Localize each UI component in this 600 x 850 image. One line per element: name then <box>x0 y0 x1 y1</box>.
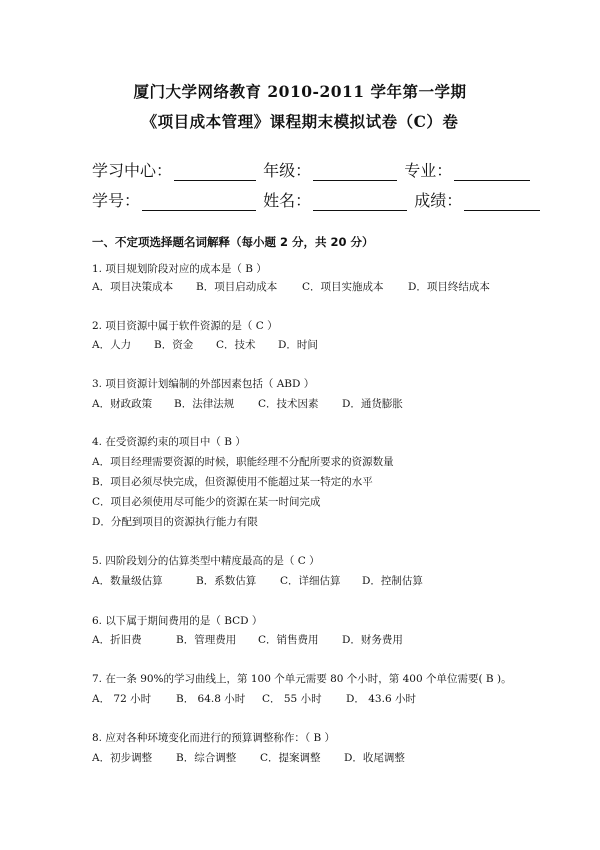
exam-subtitle: 《项目成本管理》课程期末模拟试卷（C）卷 <box>141 112 459 131</box>
option[interactable]: B．项目启动成本 <box>196 281 278 293</box>
option[interactable]: B．资金 <box>154 339 194 351</box>
option[interactable]: B．法律法规 <box>174 398 235 410</box>
student-id-label: 学号： <box>92 191 141 210</box>
question-stem: 7. 在一条 90%的学习曲线上，第 100 个单元需要 80 个小时，第 400 个单位需要( B )。 <box>92 673 512 685</box>
question-stem: 2. 项目资源中属于软件资源的是（ C ） <box>92 320 278 332</box>
option[interactable]: B．综合调整 <box>176 752 237 764</box>
option[interactable]: D．通货膨胀 <box>342 398 403 410</box>
option[interactable]: B． 64.8 小时 <box>176 693 246 705</box>
option[interactable]: C．项目必须使用尽可能少的资源在某一时间完成 <box>92 496 321 508</box>
grade-blank[interactable] <box>313 164 397 181</box>
name-blank[interactable] <box>313 194 407 211</box>
option[interactable]: A．项目经理需要资源的时候，职能经理不分配所要求的资源数量 <box>92 456 394 468</box>
option[interactable]: C．技术因素 <box>258 398 319 410</box>
option[interactable]: D． 43.6 小时 <box>346 693 416 705</box>
option[interactable]: C．技术 <box>216 339 256 351</box>
question-stem: 6. 以下属于期间费用的是（ BCD ） <box>92 615 263 627</box>
option[interactable]: A． 72 小时 <box>92 693 152 705</box>
question-stem: 1. 项目规划阶段对应的成本是（ B ） <box>92 263 267 275</box>
question-stem: 4. 在受资源约束的项目中（ B ） <box>92 436 246 448</box>
section-title: 一、不定项选择题名词解释（每小题 2 分，共 20 分） <box>92 235 374 249</box>
major-label: 专业： <box>404 161 453 180</box>
option[interactable]: B．项目必须尽快完成，但资源使用不能超过某一特定的水平 <box>92 476 373 488</box>
major-blank[interactable] <box>454 164 530 181</box>
option[interactable]: C．提案调整 <box>260 752 321 764</box>
option[interactable]: A．项目决策成本 <box>92 281 174 293</box>
question-stem: 3. 项目资源计划编制的外部因素包括（ ABD ） <box>92 378 315 390</box>
center-blank[interactable] <box>174 164 256 181</box>
option[interactable]: D．收尾调整 <box>344 752 405 764</box>
option[interactable]: A．人力 <box>92 339 132 351</box>
info-row-2 <box>92 188 542 211</box>
option[interactable]: D．时间 <box>278 339 318 351</box>
option[interactable]: A．折旧费 <box>92 634 142 646</box>
center-label: 学习中心： <box>92 161 173 180</box>
score-label: 成绩： <box>414 191 463 210</box>
option[interactable]: C．项目实施成本 <box>302 281 384 293</box>
student-id-blank[interactable] <box>142 194 256 211</box>
option[interactable]: A．数量级估算 <box>92 575 163 587</box>
option[interactable]: A．财政政策 <box>92 398 153 410</box>
option[interactable]: B．管理费用 <box>176 634 237 646</box>
score-blank[interactable] <box>464 194 540 211</box>
option[interactable]: D．财务费用 <box>342 634 403 646</box>
name-label: 姓名： <box>263 191 312 210</box>
option[interactable]: D．控制估算 <box>362 575 423 587</box>
option[interactable]: D．分配到项目的资源执行能力有限 <box>92 516 258 528</box>
option[interactable]: B．系数估算 <box>196 575 257 587</box>
option[interactable]: C．销售费用 <box>258 634 319 646</box>
option[interactable]: C．详细估算 <box>280 575 341 587</box>
option[interactable]: A．初步调整 <box>92 752 153 764</box>
info-row-1 <box>92 158 532 181</box>
exam-title: 厦门大学网络教育 2010-2011 学年第一学期 <box>133 82 467 101</box>
grade-label: 年级： <box>263 161 312 180</box>
option[interactable]: C． 55 小时 <box>262 693 322 705</box>
option[interactable]: D．项目终结成本 <box>408 281 490 293</box>
question-stem: 5. 四阶段划分的估算类型中精度最高的是（ C ） <box>92 555 320 567</box>
question-stem: 8. 应对各种环境变化而进行的预算调整称作：（ B ） <box>92 732 335 744</box>
